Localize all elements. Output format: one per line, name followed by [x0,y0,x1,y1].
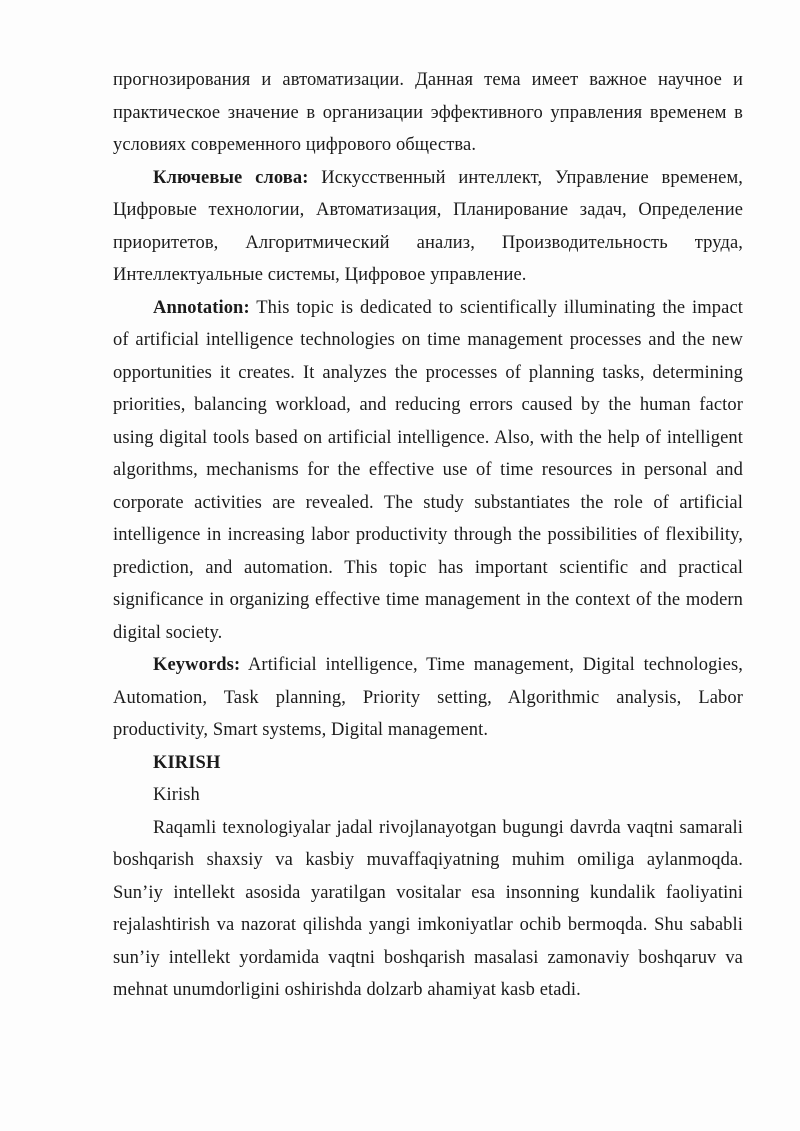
heading-kirish-run-0: KIRISH [153,752,221,773]
paragraph-annotation-en-run-0: Annotation: [153,297,250,318]
paragraph-abstract-ru-continuation-run-0: прогнозирования и автоматизации. Данная тема имеет важное научное и практическое значение в организации эффективного управления временем в условиях современного цифрового общества. [113,70,743,155]
text-block [113,64,743,1007]
paragraph-keywords-ru [113,162,743,292]
paragraph-abstract-ru-continuation [113,64,743,162]
paragraph-annotation-en-run-1: This topic is dedicated to scientifically illuminating the impact of artificial intelligence technologies on time management processes and the new opportunities it creates. It analyzes the processes of planning tasks, determining priorities, balancing workload, and reducing errors caused by the human factor using digital tools based on artificial intelligence. Also, with the help of intelligent algorithms, mechanisms for the effective use of time resources in personal and corporate activities are revealed. The study substantiates the role of artificial intelligence in increasing labor productivity through the possibilities of flexibility, prediction, and automation. This topic has important scientific and practical significance in organizing effective time management in the context of the modern digital society. [113,297,743,643]
paragraph-intro-uz-run-0: Raqamli texnologiyalar jadal rivojlanayotgan bugungi davrda vaqtni samarali boshqarish shaxsiy va kasbiy muvaffaqiyatning muhim omiliga aylanmoqda. Sun’iy intellekt asosida yaratilgan vositalar esa insonning kundalik faoliyatini rejalashtirish va nazorat qilishda yangi imkoniyatlar ochib bermoqda. Shu sababli sun’iy intellekt yordamida vaqtni boshqarish masalasi zamonaviy boshqaruv va mehnat unumdorligini oshirishda dolzarb ahamiyat kasb etadi. [113,817,743,1000]
paragraph-keywords-en-run-1: Artificial intelligence, Time management, Digital technologies, Automation, Task planning, Priority setting, Algorithmic analysis, Labor productivity, Smart systems, Digital management. [113,655,743,740]
paragraph-intro-uz [113,812,743,1007]
paragraph-kirish-label-run-0: Kirish [153,785,200,805]
paragraph-kirish-label [113,779,743,812]
paragraph-keywords-en-run-0: Keywords: [153,655,241,675]
paragraph-keywords-ru-run-0: Ключевые слова: [153,167,309,188]
paragraph-annotation-en [113,292,743,650]
paragraph-keywords-en [113,649,743,747]
paragraph-keywords-ru-run-1: Искусственный интеллект, Управление временем, Цифровые технологии, Автоматизация, Планирование задач, Определение приоритетов, Алгоритмический анализ, Производительность труда, Интеллектуальные системы, Цифровое управление. [113,167,743,285]
heading-kirish [113,747,743,780]
